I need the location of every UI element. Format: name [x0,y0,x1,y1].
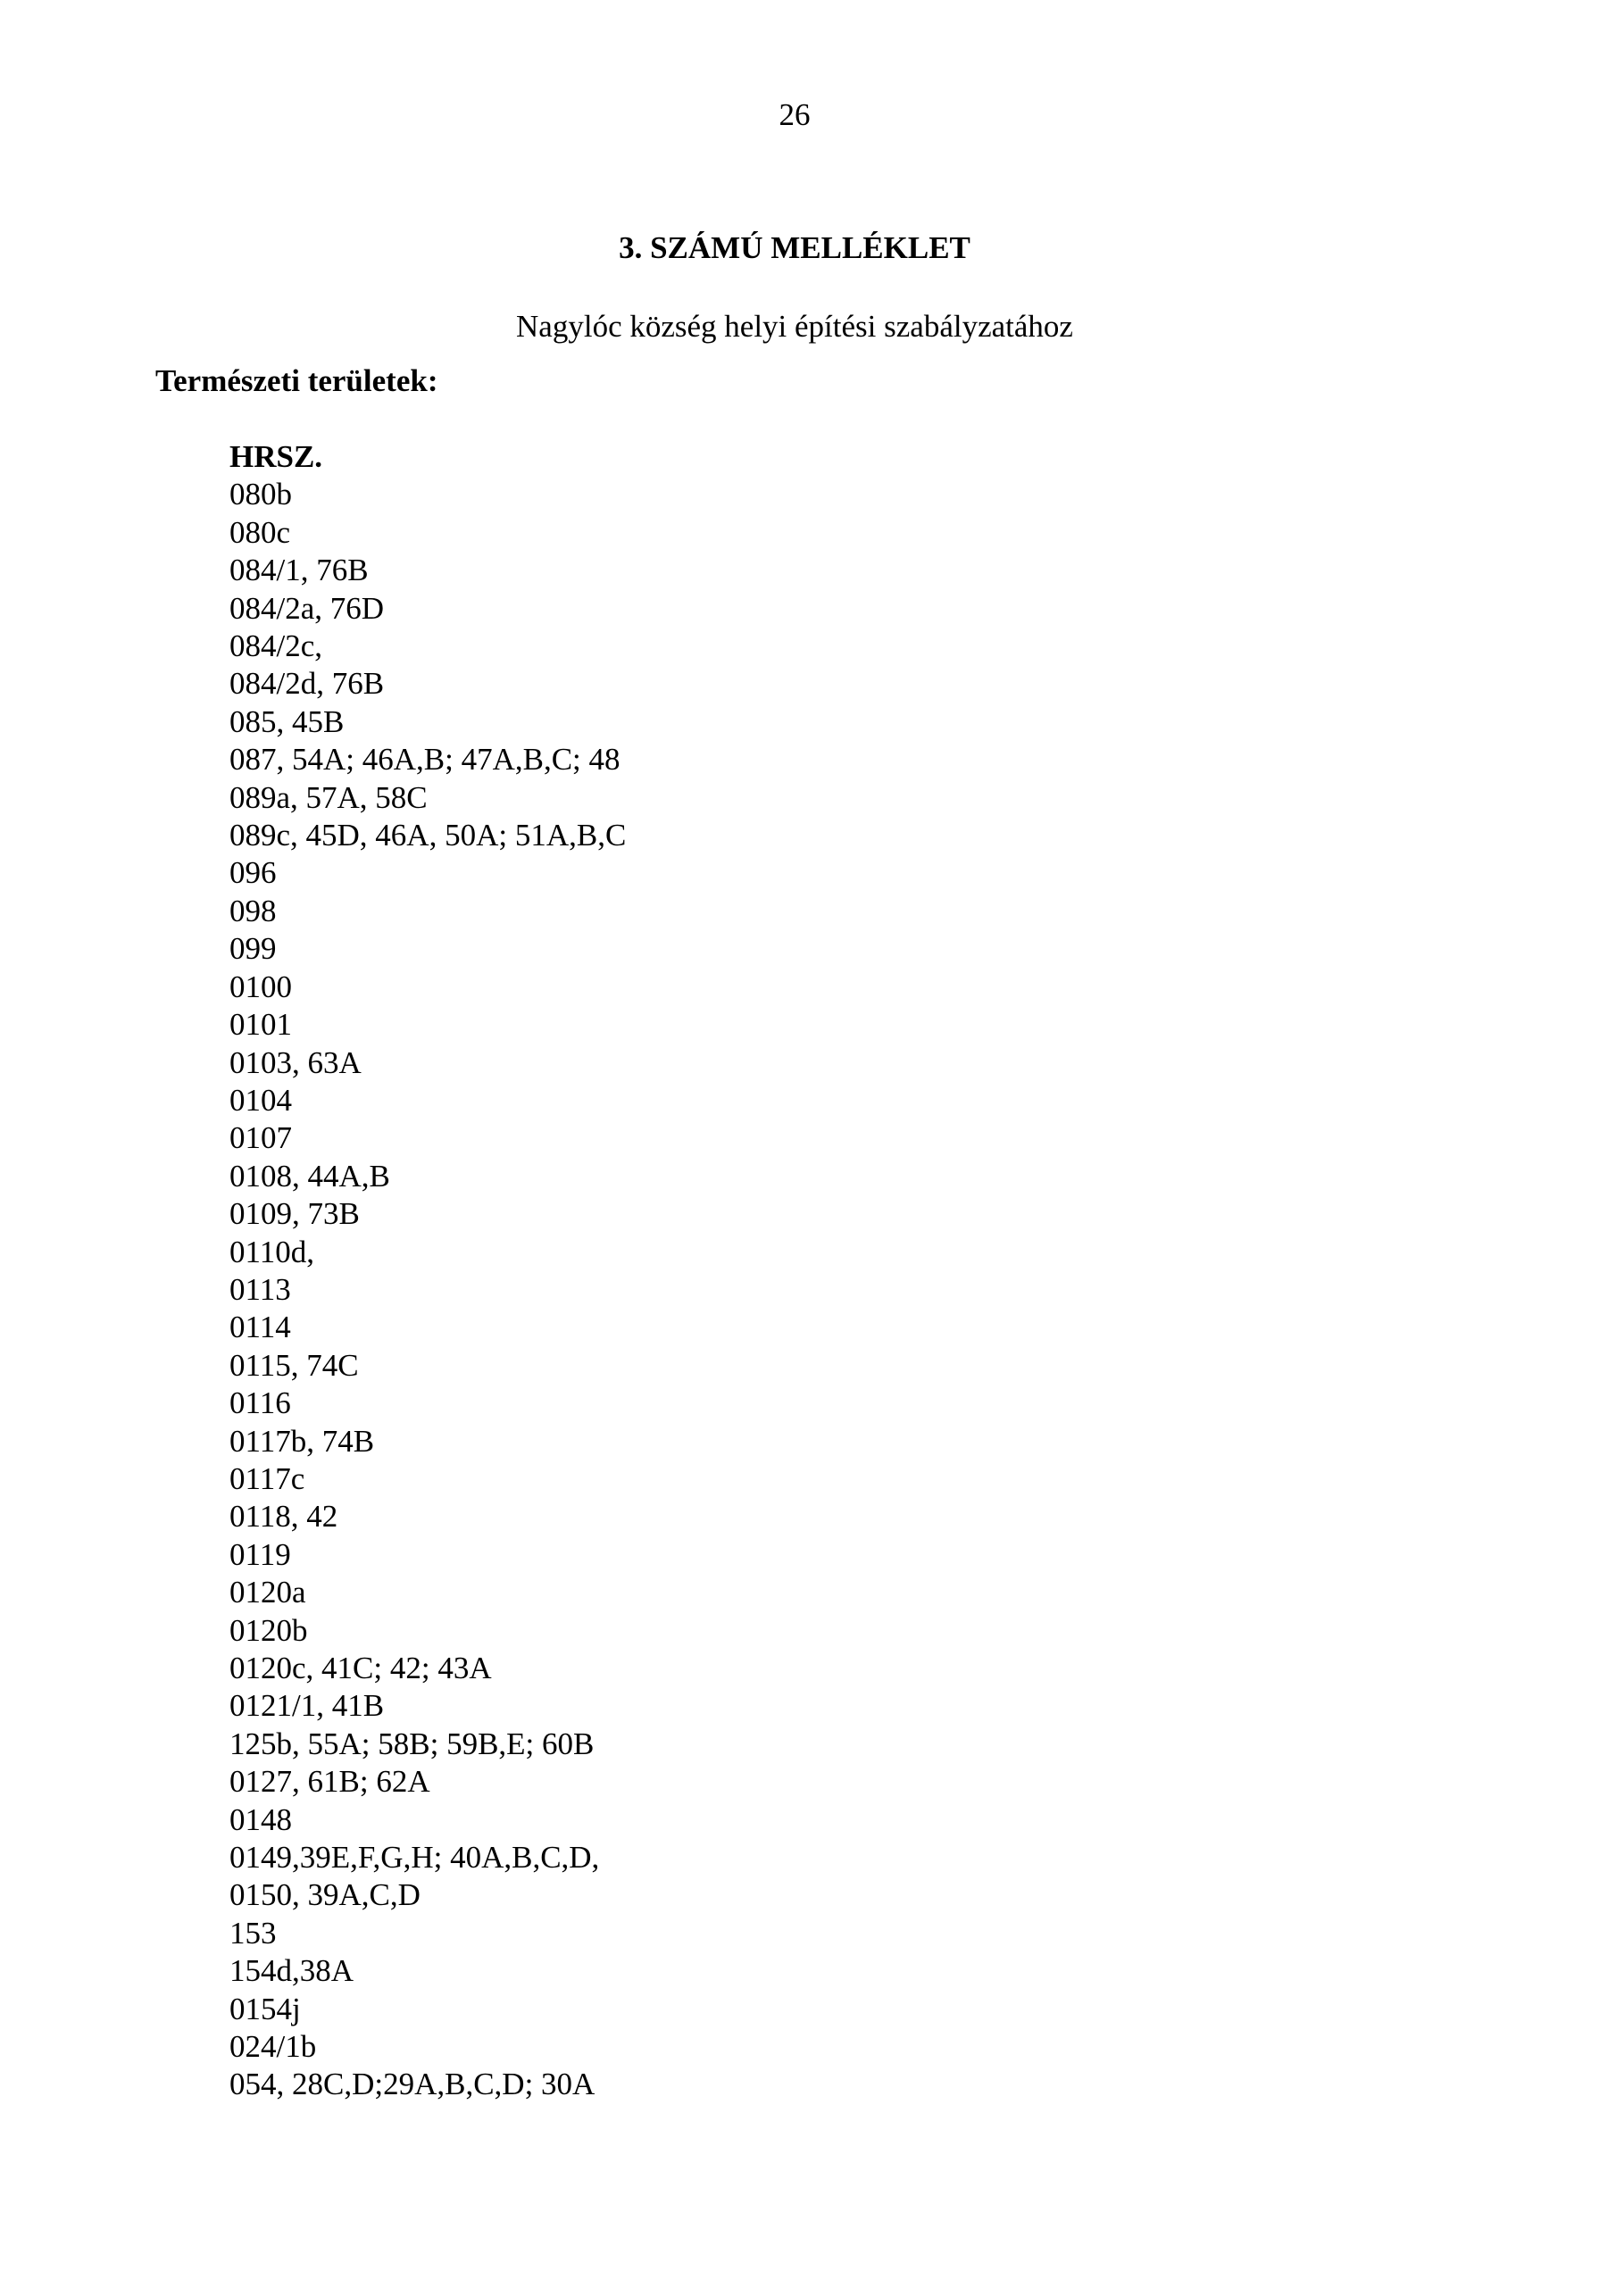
hrsz-list-item: 084/2c, [229,628,323,664]
hrsz-list-item: 0120c, 41C; 42; 43A [229,1651,492,1685]
hrsz-list-item: 0117b, 74B [229,1423,375,1459]
hrsz-list-item: 0148 [229,1801,292,1837]
hrsz-list-item: 084/2a, 76D [229,590,385,626]
hrsz-list-item: 084/2d, 76B [229,666,385,702]
hrsz-list-item: 0115, 74C [229,1347,359,1383]
hrsz-list-item: 024/1b [229,2029,317,2065]
hrsz-list-item: 0120b [229,1612,308,1648]
annex-title: 3. SZÁMÚ MELLÉKLET [619,230,970,265]
hrsz-list-item: 153 [229,1915,277,1951]
hrsz-list-item: 0116 [229,1385,291,1421]
hrsz-column-header: HRSZ. [229,439,323,474]
hrsz-list-item: 087, 54A; 46A,B; 47A,B,C; 48 [229,742,620,778]
hrsz-list-item: 098 [229,893,277,928]
hrsz-list-item: 0108, 44A,B [229,1158,390,1194]
hrsz-list-item: 154d,38A [229,1953,354,1989]
hrsz-list-item: 0127, 61B; 62A [229,1764,430,1800]
hrsz-list-item: 099 [229,931,277,967]
hrsz-list-item: 080b [229,477,292,512]
hrsz-list-item: 084/1, 76B [229,553,369,588]
hrsz-list-item: 0150, 39A,C,D [229,1877,421,1913]
hrsz-list-item: 0104 [229,1082,292,1118]
hrsz-list-item: 080c [229,514,291,550]
hrsz-list-item: 096 [229,855,277,891]
hrsz-list-item: 0100 [229,969,292,1004]
hrsz-list-item: 089c, 45D, 46A, 50A; 51A,B,C [229,818,627,853]
hrsz-list-item: 0119 [229,1536,291,1572]
hrsz-list [229,438,626,2104]
hrsz-list-item: 0114 [229,1310,291,1345]
hrsz-list-item: 0118, 42 [229,1499,338,1535]
hrsz-list-item: 089a, 57A, 58C [229,779,428,815]
hrsz-list-item: 085, 45B [229,703,345,739]
hrsz-list-item: 0154j [229,1991,301,2026]
hrsz-list-item: 0117c [229,1460,305,1496]
annex-subtitle: Nagylóc község helyi építési szabályzatához [516,309,1073,344]
hrsz-list-item: 0101 [229,1007,292,1043]
page-number: 26 [779,97,811,132]
hrsz-list-item: 125b, 55A; 58B; 59B,E; 60B [229,1726,595,1761]
hrsz-list-item: 0149,39E,F,G,H; 40A,B,C,D, [229,1840,600,1876]
hrsz-list-item: 054, 28C,D;29A,B,C,D; 30A [229,2067,595,2102]
hrsz-list-item: 0121/1, 41B [229,1688,385,1724]
hrsz-list-item: 0113 [229,1271,291,1307]
hrsz-list-item: 0109, 73B [229,1196,360,1232]
hrsz-list-item: 0103, 63A [229,1044,362,1080]
section-heading: Természeti területek: [155,363,438,398]
hrsz-list-item: 0110d, [229,1234,314,1269]
hrsz-list-item: 0107 [229,1120,292,1156]
hrsz-list-item: 0120a [229,1575,306,1610]
